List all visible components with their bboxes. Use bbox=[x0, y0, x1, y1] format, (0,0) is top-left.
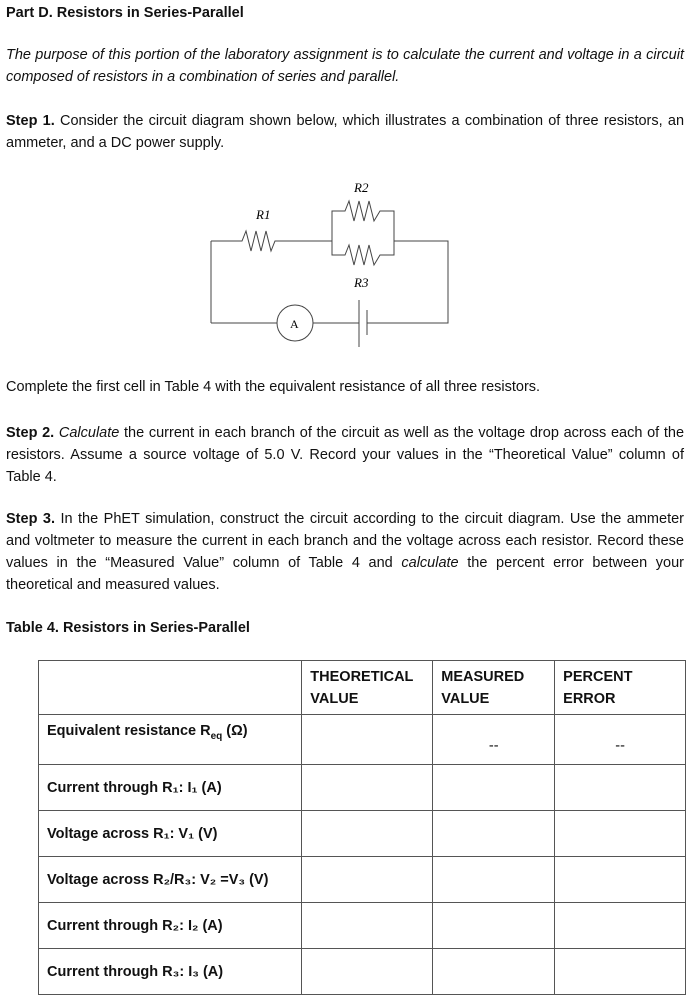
measured-cell: -- bbox=[433, 715, 555, 765]
step1 bbox=[6, 110, 684, 154]
header-percent-error: PERCENT ERROR bbox=[555, 661, 686, 715]
row-label: Voltage across R₂/R₃: V₂ =V₃ (V) bbox=[39, 857, 302, 903]
measured-cell[interactable] bbox=[433, 765, 555, 811]
step3-verb: calculate bbox=[401, 555, 459, 571]
error-cell[interactable] bbox=[555, 903, 686, 949]
table-header-row bbox=[39, 661, 686, 715]
error-cell[interactable] bbox=[555, 765, 686, 811]
section-title: Part D. Resistors in Series-Parallel bbox=[6, 5, 244, 21]
r3-label: R3 bbox=[354, 275, 369, 290]
header-empty bbox=[39, 661, 302, 715]
measured-cell[interactable] bbox=[433, 949, 555, 995]
step3 bbox=[6, 508, 684, 596]
r2-label: R2 bbox=[354, 180, 369, 195]
row-label: Voltage across R₁: V₁ (V) bbox=[39, 811, 302, 857]
header-measured: MEASURED VALUE bbox=[433, 661, 555, 715]
theoretical-cell[interactable] bbox=[302, 811, 433, 857]
theoretical-cell[interactable] bbox=[302, 903, 433, 949]
measured-cell[interactable] bbox=[433, 811, 555, 857]
step2-verb: Calculate bbox=[58, 425, 120, 441]
row-label: Current through R₂: I₂ (A) bbox=[39, 903, 302, 949]
purpose-text: The purpose of this portion of the laboratory assignment is to calculate the current and voltage in a circuit composed of resistors in a combination of series and parallel. bbox=[6, 47, 684, 85]
table-row bbox=[39, 715, 686, 765]
step2-text: the current in each branch of the circuit as well as the voltage drop across each of the resistors. Assume a source voltage of 5.0 V. Record your values in the “Theoretical Value” column of Table 4. bbox=[6, 425, 685, 485]
theoretical-cell[interactable] bbox=[302, 715, 433, 765]
theoretical-cell[interactable] bbox=[302, 949, 433, 995]
circuit-diagram bbox=[200, 175, 460, 355]
row-label: Current through R₃: I₃ (A) bbox=[39, 949, 302, 995]
table-row bbox=[39, 765, 686, 811]
r1-label: R1 bbox=[256, 207, 271, 222]
row-label: Current through R₁: I₁ (A) bbox=[39, 765, 302, 811]
step1-text: Consider the circuit diagram shown below, which illustrates a combination of three resistors, an ammeter, and a DC power supply. bbox=[6, 113, 685, 151]
ammeter-label: A bbox=[290, 317, 299, 331]
table-row bbox=[39, 949, 686, 995]
error-cell[interactable] bbox=[555, 949, 686, 995]
header-theoretical: THEORETICAL VALUE bbox=[302, 661, 433, 715]
table-row bbox=[39, 857, 686, 903]
step3-text-end: the percent error between your theoretical and measured values. bbox=[6, 555, 684, 593]
theoretical-cell[interactable] bbox=[302, 765, 433, 811]
results-table bbox=[38, 660, 686, 995]
complete-instruction: Complete the first cell in Table 4 with the equivalent resistance of all three resistors. bbox=[6, 379, 541, 395]
table-row bbox=[39, 903, 686, 949]
error-cell[interactable] bbox=[555, 811, 686, 857]
measured-cell[interactable] bbox=[433, 903, 555, 949]
error-cell: -- bbox=[555, 715, 686, 765]
measured-cell[interactable] bbox=[433, 857, 555, 903]
table-row bbox=[39, 811, 686, 857]
step3-label: Step 3. bbox=[6, 511, 55, 527]
step1-label: Step 1. bbox=[6, 113, 55, 129]
theoretical-cell[interactable] bbox=[302, 857, 433, 903]
error-cell[interactable] bbox=[555, 857, 686, 903]
row-label: Equivalent resistance $R_{eq}$ (Ω) bbox=[39, 715, 302, 765]
step3-text: In the PhET simulation, construct the circuit according to the circuit diagram. Use the ammeter and voltmeter to measure the current in each branch and the voltage across each resistor. Record these values in the “Measured Value” column of Table 4 and bbox=[6, 511, 684, 571]
step2-label: Step 2. bbox=[6, 425, 55, 441]
table-title: Table 4. Resistors in Series-Parallel bbox=[6, 620, 250, 636]
step2 bbox=[6, 422, 684, 488]
